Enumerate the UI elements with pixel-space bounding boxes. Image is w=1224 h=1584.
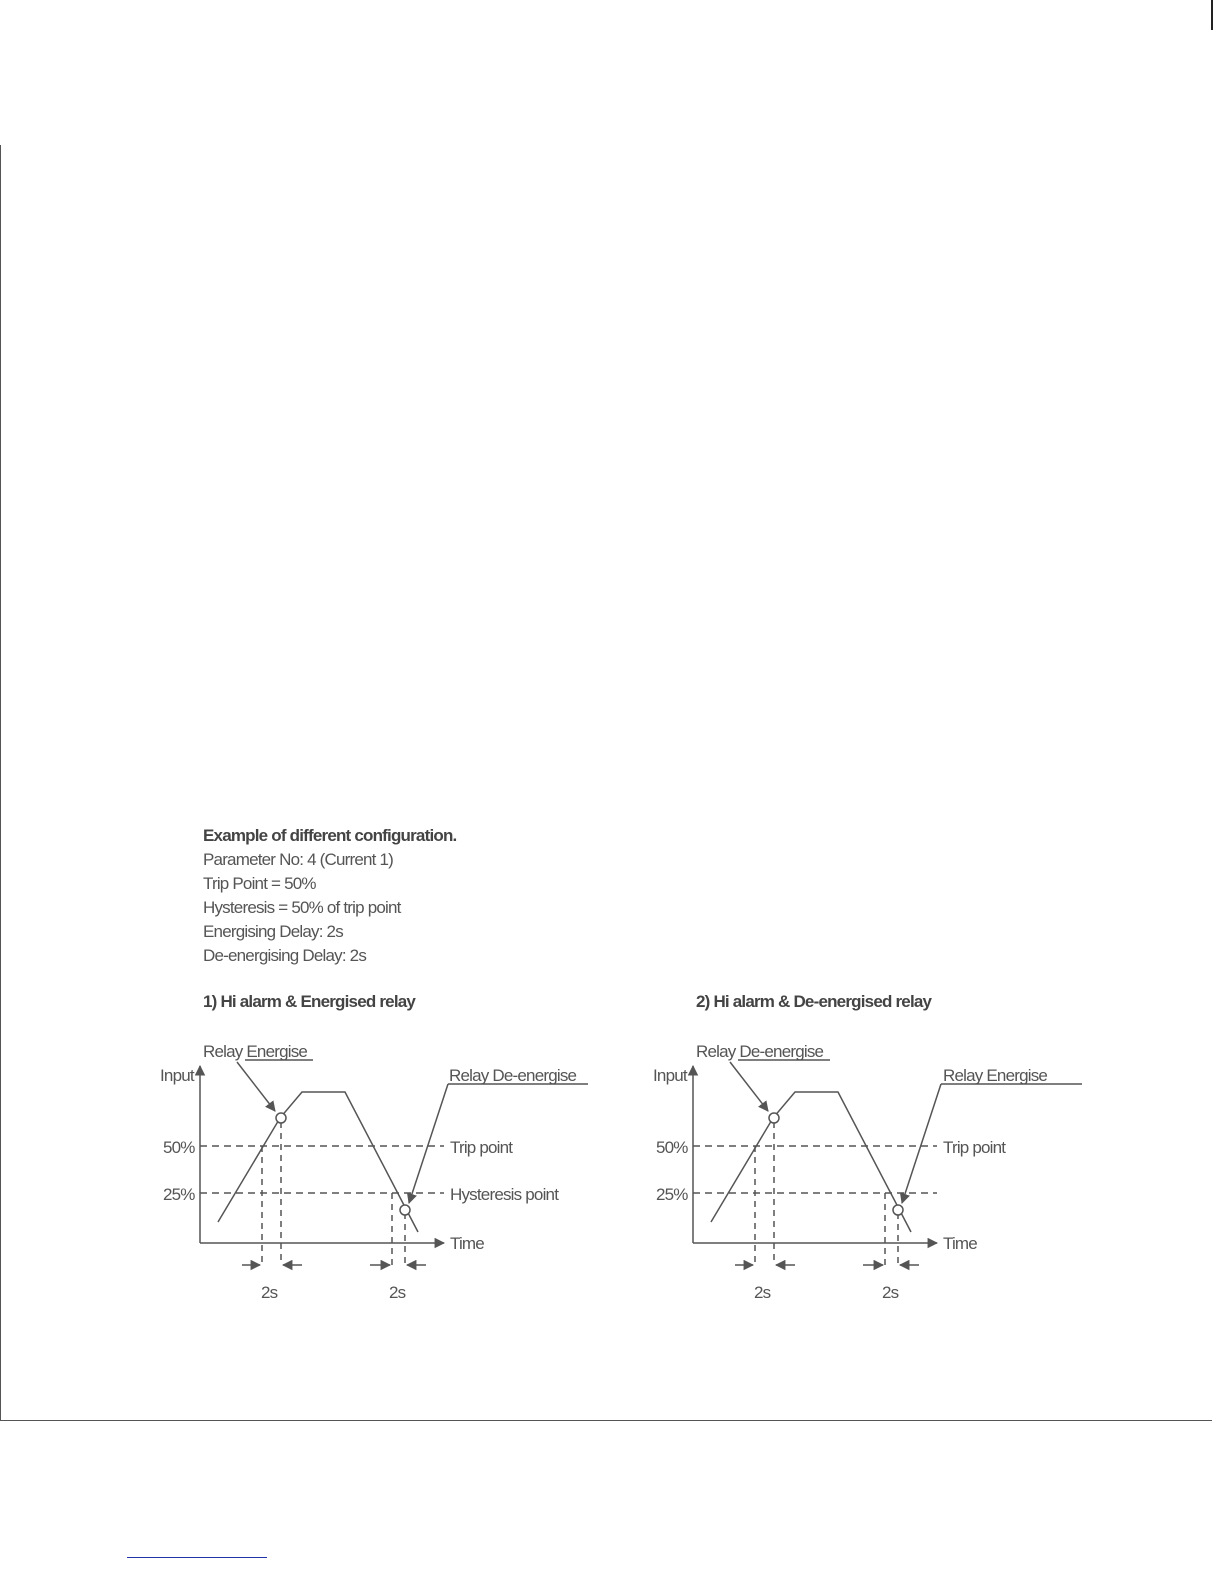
x-axis-label: Time — [943, 1234, 977, 1253]
fall-callout-label: Relay De-energise — [449, 1066, 577, 1085]
level-low-label: 25% — [163, 1185, 195, 1204]
y-axis-label: Input — [653, 1066, 687, 1085]
delay-label: 2s — [754, 1283, 771, 1302]
rise-callout-label: Relay De-energise — [696, 1042, 824, 1061]
delay-label: 2s — [882, 1283, 899, 1302]
diagram-2 — [693, 1060, 1082, 1265]
diagram-2-labels — [653, 1042, 1047, 1302]
config-line: Energising Delay: 2s — [203, 922, 343, 941]
y-axis-label: Input — [160, 1066, 194, 1085]
callout-pointer — [237, 1062, 275, 1111]
input-signal-trace — [218, 1092, 418, 1232]
fall-callout-label: Relay Energise — [943, 1066, 1048, 1085]
config-line: De-energising Delay: 2s — [203, 946, 367, 965]
config-heading: Example of different configuration. — [203, 826, 457, 845]
config-line: Hysteresis = 50% of trip point — [203, 898, 401, 917]
callout-pointer — [409, 1084, 448, 1203]
callout-pointer — [730, 1062, 768, 1111]
trip-point-label: Trip point — [943, 1138, 1006, 1157]
input-signal-trace — [711, 1092, 911, 1232]
rise-callout-label: Relay Energise — [203, 1042, 308, 1061]
level-high-label: 50% — [656, 1138, 688, 1157]
diagram-1-labels — [160, 1042, 577, 1302]
level-high-label: 50% — [163, 1138, 195, 1157]
diagram-1 — [200, 1060, 588, 1265]
config-line: Trip Point = 50% — [203, 874, 316, 893]
diagram-2-title: 2) Hi alarm & De-energised relay — [696, 992, 932, 1011]
diagram-1-title: 1) Hi alarm & Energised relay — [203, 992, 416, 1011]
relay-switch-point — [769, 1113, 779, 1123]
relay-switch-point — [276, 1113, 286, 1123]
x-axis-label: Time — [450, 1234, 484, 1253]
callout-pointer — [902, 1084, 941, 1203]
config-line: Parameter No: 4 (Current 1) — [203, 850, 394, 869]
hysteresis-point-label: Hysteresis point — [450, 1185, 559, 1204]
trip-point-label: Trip point — [450, 1138, 513, 1157]
level-low-label: 25% — [656, 1185, 688, 1204]
delay-label: 2s — [389, 1283, 406, 1302]
delay-label: 2s — [261, 1283, 278, 1302]
relay-switch-point — [400, 1205, 410, 1215]
relay-switch-point — [893, 1205, 903, 1215]
